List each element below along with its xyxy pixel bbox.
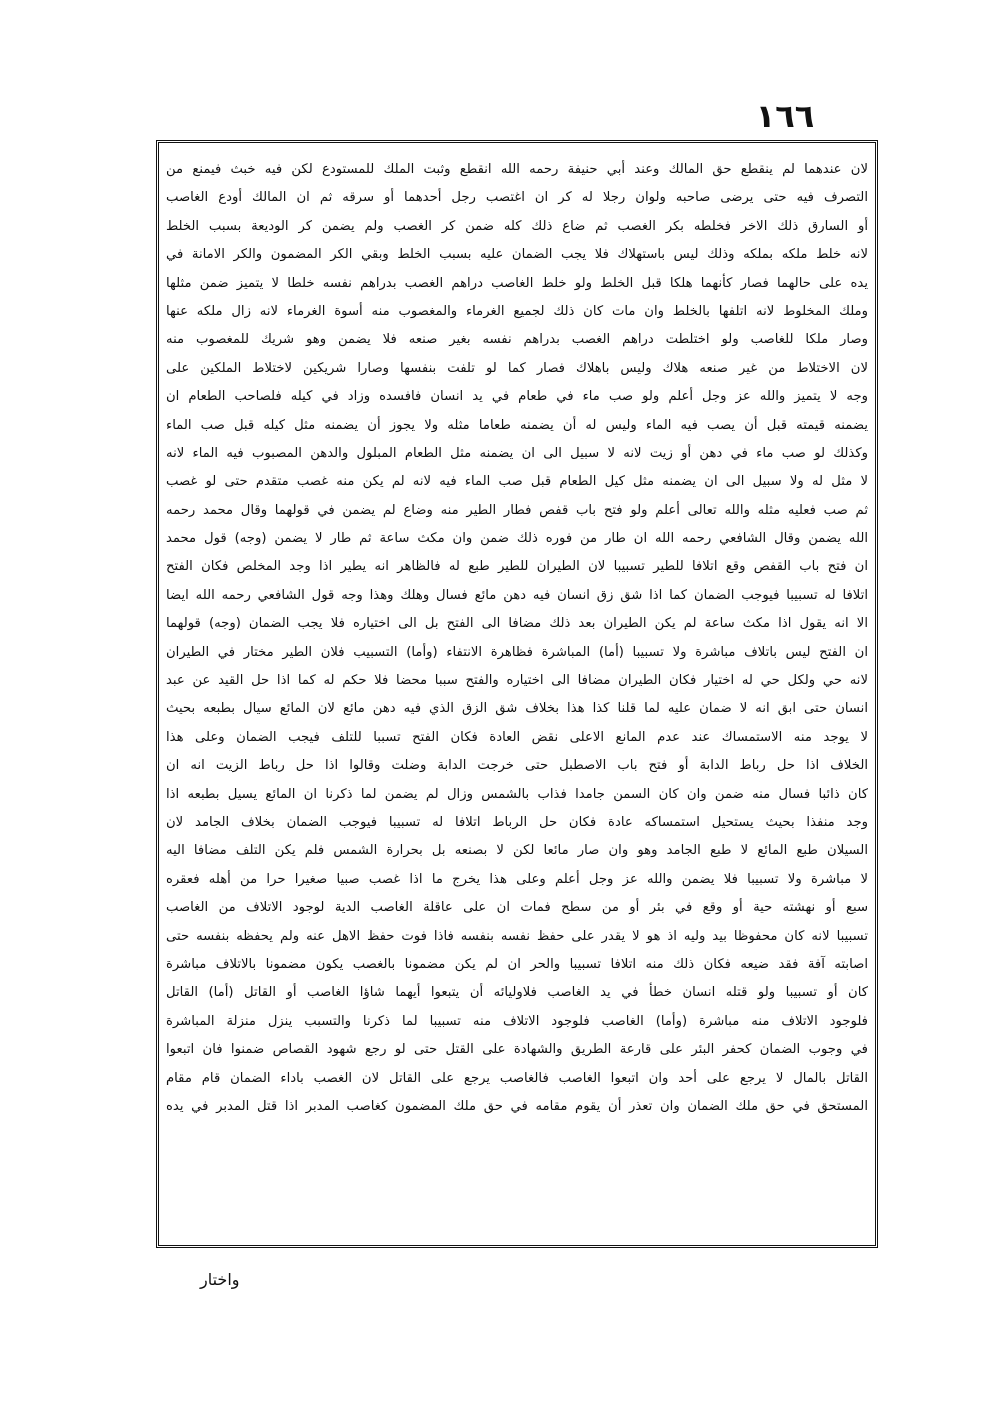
text-line: في وجوب الضمان كحفر البئر على قارعة الطريق والشهادة على القتل حتى لو رجع شهود القصاص ضمنوا فان اتبعوا <box>166 1042 868 1058</box>
text-line: لان الاختلاط من غير صنعه هلاك وليس باهلاك فصار كما لو تلفت بنفسها وصارا شريكين لاختلاط الملكين على <box>166 360 868 376</box>
text-line: لانه خلط ملكه بملكه وذلك ليس باستهلاك فلا يجب الضمان عليه بسبب الخلط وبقي الكر المضمون والكر الامانة في <box>166 247 868 263</box>
text-line: كان أو تسبيبا ولو قتله انسان خطأ في يد الغاصب فلاوليائه أن يتبعوا أيهما شاؤا الغاصب أو القاتل (أما) القاتل <box>166 985 868 1001</box>
text-line: ثم صب فعليه مثله والله تعالى أعلم ولو فتح باب قفص فطار الطير منه وضاع لم يضمن في قولهما وقال محمد رحمه <box>166 502 868 518</box>
text-line: التصرف فيه حتى يرضى صاحبه ولوان رجلا له كر ان اغتصب رجل أحدهما أو سرقه ثم ان المالك أودع الغاصب <box>166 190 868 206</box>
text-line: السيلان طبع المائع لا طبع الجامد وهو وان صار مائعا لكن لا بصنعه بل بحرارة الشمس فلم يكن التلف مضافا اليه <box>166 843 868 859</box>
text-line: يده على حالهما فصار كأنهما هلكا قبل الخلط ولو خلط الغاصب دراهم الغصب بدراهم نفسه خلطا لا يتميز ضمن مثلها <box>166 275 868 291</box>
text-line: القاتل بالمال لا يرجع على أحد وان اتبعوا الغاصب فالغاصب يرجع على القاتل لان الغصب باداء الضمان قام مقام <box>166 1070 868 1086</box>
text-line: لا مباشرة ولا تسبيبا فلا يضمن والله عز وجل أعلم وعلى هذا يخرج ما اذا غصب صبيا صغيرا حرا من أهله فعقره <box>166 871 868 887</box>
catchword: واختار <box>200 1270 240 1289</box>
text-line: انسان حتى ابق انه لا ضمان عليه لما قلنا كذا هذا بخلاف شق الزق الذي فيه دهن مائع لان المائع سيال بطبعه بحيث <box>166 701 868 717</box>
text-line: فلوجود الاتلاف منه مباشرة (وأما) الغاصب فلوجود الاتلاف منه تسبيبا لما ذكرنا والتسبب ينزل منزلة المباشرة <box>166 1013 868 1029</box>
text-line: أو السارق ذلك الاخر فخلطه بكر الغصب ثم ضاع ذلك كله ضمن كر الغصب ولم يضمن كر الوديعة بسبب الخلط <box>166 218 868 234</box>
text-line: لا مثل له ولا سبيل الى ان يضمنه مثل كيل الطعام قبل صب الماء فيه لانه لم يكن منه غصب متقدم حتى لو غصب <box>166 474 868 490</box>
text-line: الله يضمن وقال الشافعي رحمه الله ان طار من فوره ذلك ضمن وان مكث ساعة ثم طار لا يضمن (وجه) قول محمد <box>166 531 868 547</box>
text-line: تسبيبا لانه كان محفوظا بيد وليه اذ هو لا يقدر على حفظ نفسه بنفسه فاذا فوت حفظ الاهل عنه ولم يحفظه بنفسه حتى <box>166 928 868 944</box>
page-number: ١٦٦ <box>755 97 815 135</box>
text-line: يضمنه قيمته قبل أن يصب فيه الماء وليس له أن يضمنه طعاما مثله ولا يجوز أن يضمنه مثل كيله قبل صب الماء <box>166 417 868 433</box>
text-line: المستحق في حق ملك الضمان وان تعذر أن يقوم مقامه في حق ملك المضمون كغاصب المدبر اذا قتل المدبر في يده <box>166 1098 868 1114</box>
text-line: الخلاف اذا حل رباط الدابة أو فتح باب الاصطبل حتى خرجت الدابة وضلت وقالوا اذا حل رباط الزيت انه ان <box>166 758 868 774</box>
text-line: وملك المخلوط لانه اتلفها بالخلط وان مات كان ذلك لجميع الغرماء والمغصوب منه أسوة الغرماء لانه زال ملكه عنها <box>166 303 868 319</box>
text-line: اتلافا له تسبيبا فيوجب الضمان كما اذا شق زق انسان فيه دهن مائع فسال وهلك وهذا وجه قول الشافعي رحمه الله ايضا <box>166 587 868 603</box>
text-line: سبع أو نهشته حية أو وقع في بئر أو من سطح فمات ان على عاقلة الغاصب الدية لوجود الاتلاف من الغاصب <box>166 900 868 916</box>
text-line: اصابته آفة فقد ضيعه فكان ذلك منه اتلافا تسبيبا والحر ان لم يكن مضمونا بالغصب يكون مضمونا بالاتلاف مباشرة <box>166 956 868 972</box>
text-line: كان ذائبا فسال منه ضمن وان كان السمن جامدا فذاب بالشمس وزال لم يضمن لما ذكرنا ان المائع يسيل بطبعه اذا <box>166 786 868 802</box>
text-line: وجه لا يتميز والله عز وجل أعلم ولو صب ماء في طعام في يد انسان فافسده وزاد في كيله فلصاحب الطعام ان <box>166 389 868 405</box>
text-line: لانه حي ولكل حي له اختيار فكان الطيران مضافا الى اختياره والفتح سببا محضا فلا حكم له كما اذا حل القيد عن عبد <box>166 673 868 689</box>
text-line: لان عندهما لم ينقطع حق المالك وعند أبي حنيفة رحمه الله انقطع وثبت الملك للمستودع لكن فيه خبث فيمنع من <box>166 162 868 177</box>
text-line: وجد منفذا بحيث يستحيل استمساكه عادة فكان حل الرباط اتلافا له تسبيبا فيوجب الضمان بخلاف الجامد لان <box>166 814 868 830</box>
text-line: لا يوجد منه الاستمساك عند عدم المانع الاعلى نقض العادة فكان الفتح تسببا للتلف فيجب الضمان وعلى هذا <box>166 729 868 745</box>
text-line: الا انه يقول اذا مكث ساعة لم يكن الطيران بعد ذلك مضافا الى الفتح بل الى اختياره فلا يجب الضمان (وجه) قولهما <box>166 616 868 632</box>
text-line: وصار ملكا للغاصب ولو اختلطت دراهم الغصب بدراهم نفسه بغير صنعه فلا يضمن وهو شريك للمغصوب منه <box>166 332 868 348</box>
text-line: ان فتح باب القفص وقع اتلافا للطير تسبيبا لان الطيران للطير طبع له فالظاهر انه يطير اذا وجد المخلص فكان الفتح <box>166 559 868 575</box>
text-line: وكذلك لو صب ماء في دهن أو زيت لانه لا سبيل الى ان يضمنه مثل الطعام المبلول والدهن المصبوب فيه الماء لانه <box>166 445 868 461</box>
text-line: ان الفتح ليس باتلاف مباشرة ولا تسبيبا (أما) المباشرة فظاهرة الانتفاء (وأما) التسبيب فلان الطير مختار في الطيران <box>166 644 868 660</box>
arabic-text-block <box>166 156 868 1240</box>
